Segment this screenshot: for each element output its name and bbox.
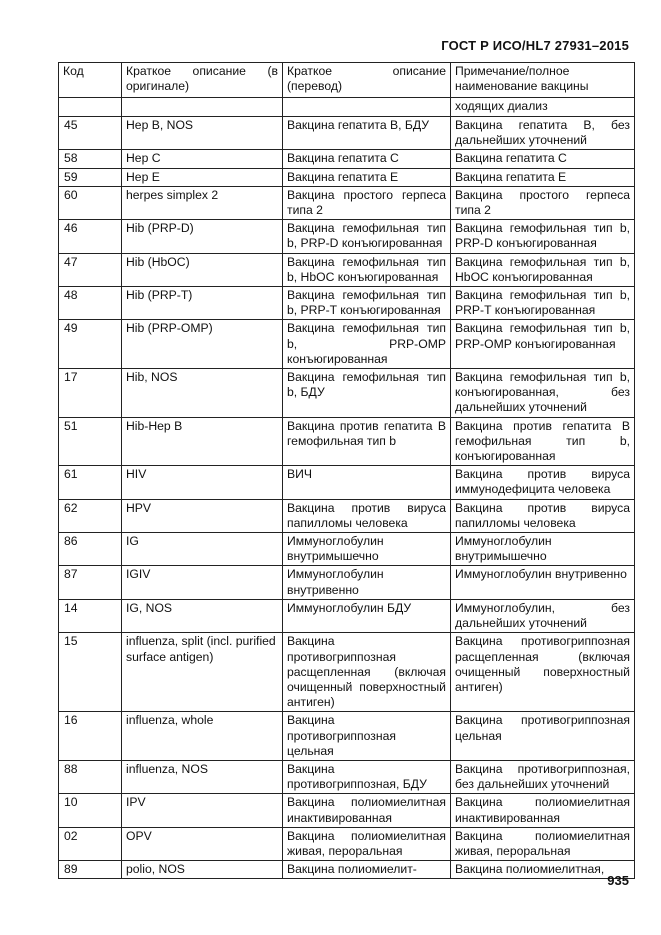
table-row (59, 287, 635, 320)
row-note: Вакцина гепатита Е (451, 168, 635, 186)
table-row (59, 117, 635, 150)
row-note: Вакцина гепатита В, без дальнейших уточнений (451, 117, 635, 150)
row-original: herpes simplex 2 (122, 186, 283, 219)
row-note: Вакцина против гепатита В гемофильная тип b, конъюгированная (451, 417, 635, 466)
row-note: Вакцина против вируса иммунодефицита человека (451, 466, 635, 499)
row-code: 10 (59, 794, 122, 827)
row-original: Hep E (122, 168, 283, 186)
table-row (59, 499, 635, 532)
row-code: 45 (59, 117, 122, 150)
row-code: 59 (59, 168, 122, 186)
column-header-original: Краткое описание (в оригинале) (122, 63, 283, 98)
row-note: Вакцина гемофильная тип b, PRP-D конъюгированная (451, 220, 635, 253)
row-note: Вакцина полиомиелитная, (451, 861, 635, 879)
row-translation: Вакцина противогриппозная расщепленная (включая очищенный поверхностный антиген) (283, 633, 451, 712)
row-code: 15 (59, 633, 122, 712)
row-note: Иммуноглобулин внутримышечно (451, 533, 635, 566)
table-row (59, 533, 635, 566)
table-row (59, 633, 635, 712)
table-row (59, 320, 635, 369)
table-row (59, 466, 635, 499)
row-translation: Вакцина гемофильная тип b, PRP-D конъюгированная (283, 220, 451, 253)
row-translation: Иммуноглобулин внутримышечно (283, 533, 451, 566)
row-original: Hib (PRP-D) (122, 220, 283, 253)
row-note: Вакцина гемофильная тип b, PRP-OMP конъюгированная (451, 320, 635, 369)
row-note: Вакцина против вируса папилломы человека (451, 499, 635, 532)
table-row (59, 186, 635, 219)
column-header-translation: Краткое описание (перевод) (283, 63, 451, 98)
row-note: Иммуноглобулин, без дальнейших уточнений (451, 599, 635, 632)
row-translation: Вакцина полиомиелитная инактивированная (283, 794, 451, 827)
row-translation: Вакцина гемофильная тип b, PRP-OMP конъюгированная (283, 320, 451, 369)
table-row (59, 760, 635, 793)
row-code: 14 (59, 599, 122, 632)
row-note: Вакцина гепатита С (451, 150, 635, 168)
row-translation: Вакцина полиомиелит- (283, 861, 451, 879)
column-header-code: Код (59, 63, 122, 98)
row-translation: Вакцина гемофильная тип b, HbOC конъюгированная (283, 253, 451, 286)
row-translation: ВИЧ (283, 466, 451, 499)
document-header: ГОСТ Р ИСО/HL7 27931–2015 (441, 38, 629, 53)
row-code: 02 (59, 827, 122, 860)
row-code: 46 (59, 220, 122, 253)
row-code: 87 (59, 566, 122, 599)
row-original: IGIV (122, 566, 283, 599)
row-code: 48 (59, 287, 122, 320)
table-row (59, 599, 635, 632)
row-code: 89 (59, 861, 122, 879)
row-note: Вакцина противогриппозная расщепленная (включая очищенный поверхностный антиген) (451, 633, 635, 712)
row-code: 16 (59, 712, 122, 761)
row-original: Hep C (122, 150, 283, 168)
row-original: Hib (PRP-OMP) (122, 320, 283, 369)
row-note: Вакцина противогриппозная цельная (451, 712, 635, 761)
row-translation: Вакцина противогриппозная цельная (283, 712, 451, 761)
table-row (59, 253, 635, 286)
row-code: 17 (59, 369, 122, 418)
row-code: 49 (59, 320, 122, 369)
row-original: influenza, NOS (122, 760, 283, 793)
row-original: HPV (122, 499, 283, 532)
row-original: Hib, NOS (122, 369, 283, 418)
row-note: Вакцина противогриппозная, без дальнейших уточнений (451, 760, 635, 793)
row-original: influenza, split (incl. purified surface antigen) (122, 633, 283, 712)
row-translation: Иммуноглобулин БДУ (283, 599, 451, 632)
row-translation: Вакцина против вируса папилломы человека (283, 499, 451, 532)
row-note: Вакцина полиомиелитная инактивированная (451, 794, 635, 827)
row-original: influenza, whole (122, 712, 283, 761)
row-code: 62 (59, 499, 122, 532)
row-code: 51 (59, 417, 122, 466)
row-original: IG (122, 533, 283, 566)
row-translation: Вакцина гемофильная тип b, БДУ (283, 369, 451, 418)
row-translation: Вакцина гепатита В, БДУ (283, 117, 451, 150)
row-translation: Вакцина противогриппозная, БДУ (283, 760, 451, 793)
row-original: IPV (122, 794, 283, 827)
vaccine-code-table (58, 62, 635, 879)
table-row (59, 220, 635, 253)
row-code: 60 (59, 186, 122, 219)
row-translation: Вакцина гемофильная тип b, PRP-T конъюгированная (283, 287, 451, 320)
table-row (59, 794, 635, 827)
row-code: 61 (59, 466, 122, 499)
table-header-row (59, 63, 635, 98)
row-translation: Вакцина простого герпеса типа 2 (283, 186, 451, 219)
row-original: Hep B, NOS (122, 117, 283, 150)
table-row (59, 150, 635, 168)
row-translation: Вакцина гепатита С (283, 150, 451, 168)
table-row (59, 712, 635, 761)
row-note: Вакцина гемофильная тип b, конъюгированная, без дальнейших уточнений (451, 369, 635, 418)
row-code: 88 (59, 760, 122, 793)
row-original: IG, NOS (122, 599, 283, 632)
row-note: Вакцина гемофильная тип b, PRP-T конъюгированная (451, 287, 635, 320)
row-code: 86 (59, 533, 122, 566)
table-row (59, 417, 635, 466)
row-note: Иммуноглобулин внутривенно (451, 566, 635, 599)
row-original: Hib (HbOC) (122, 253, 283, 286)
row-translation: Вакцина гепатита Е (283, 168, 451, 186)
row-code: 58 (59, 150, 122, 168)
row-code: 47 (59, 253, 122, 286)
row-translation: Иммуноглобулин внутривенно (283, 566, 451, 599)
row-original: Hib-Hep B (122, 417, 283, 466)
row-original: Hib (PRP-T) (122, 287, 283, 320)
table-row (59, 861, 635, 879)
row-translation: Вакцина против гепатита В гемофильная тип b (283, 417, 451, 466)
table-row (59, 369, 635, 418)
row-note: Вакцина гемофильная тип b, HbOC конъюгированная (451, 253, 635, 286)
continuation-row (59, 98, 635, 117)
row-original: HIV (122, 466, 283, 499)
row-original: polio, NOS (122, 861, 283, 879)
table-row (59, 566, 635, 599)
row-note: Вакцина простого герпеса типа 2 (451, 186, 635, 219)
continuation-note: ходящих диализ (451, 98, 635, 117)
page-number: 935 (607, 873, 629, 888)
row-original: OPV (122, 827, 283, 860)
table-row (59, 168, 635, 186)
row-translation: Вакцина полиомиелитная живая, пероральная (283, 827, 451, 860)
row-note: Вакцина полиомиелитная живая, пероральная (451, 827, 635, 860)
table-row (59, 827, 635, 860)
column-header-note: Примечание/полное наименование вакцины (451, 63, 635, 98)
